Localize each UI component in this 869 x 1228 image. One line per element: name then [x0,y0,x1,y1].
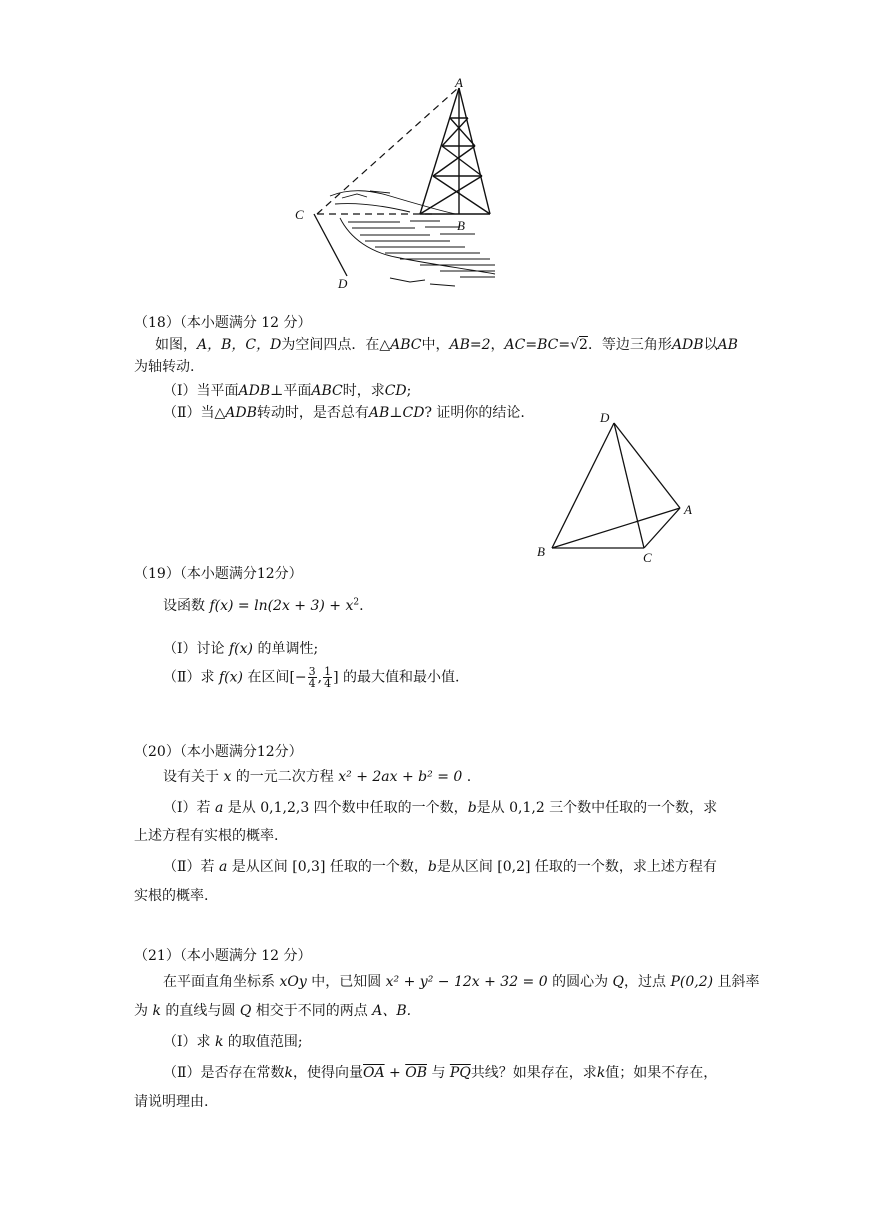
q21-text: 相交于不同的两点 [255,1003,368,1019]
q18-part2-text: ? 证明你的结论. [424,405,525,421]
q18-line1 [155,334,738,356]
q20-part2-text: 是从区间 [0,3] 任取的一个数， [231,859,428,875]
q21-part2-text: 共线？如果存在，求 [470,1065,597,1081]
q19-dot: . [359,598,364,614]
q21-xoy: xOy [279,974,307,990]
q18-part1-text: ; [406,383,412,399]
q18-line2: 为轴转动. [134,359,195,375]
tetra-label-d: D [600,410,610,425]
q18-ab: AB [717,337,738,353]
q18-part1-label: （Ⅰ）当平面 [163,383,239,399]
q20-line1 [163,766,471,788]
q18-part1 [163,380,411,402]
tetra-label-a: A [684,502,692,517]
q18-part1-adb: ADB [238,383,271,399]
q18-part2-cd: CD [402,405,425,421]
q21-k: k [152,1003,161,1019]
q18-text: 如图， [155,337,197,353]
q19-part2-text: 在区间 [247,669,290,686]
tower-label-d: D [338,276,348,291]
q21-part2-text: 与 [431,1065,446,1081]
q19-header: （19）（本小题满分12分） [134,566,303,582]
q21-text: 的直线与圆 [165,1003,236,1019]
q21-part2-text: ，使得向量 [293,1065,363,1081]
q20-part1-label: （Ⅰ）若 [163,800,211,816]
q20-equation: x² + 2ax + b² = 0 [338,769,463,785]
q19-part1-text: 的单调性; [257,641,319,657]
q20-a: a [214,800,224,816]
q19-function: f(x) = ln(2x + 3) + x [209,598,354,614]
q20-text: 设有关于 [163,769,219,785]
q21-text: 在平面直角坐标系 [163,974,275,990]
q18-text: 为空间四点．在△ [281,337,391,353]
q20-part1-text: 是从 0,1,2 三个数中任取的一个数，求 [476,800,718,816]
q20-part1-text: 是从 0,1,2,3 四个数中任取的一个数， [227,800,468,816]
q18-ab-value: AB=2 [449,337,491,353]
q18-part2 [163,402,525,424]
q21-q: Q [612,974,625,990]
q18-part2-adb: ADB [225,405,257,421]
q19-line1 [163,595,364,617]
q21-k: k [596,1065,606,1081]
q18-part2-text: ⊥ [389,405,403,421]
q18-part2-ab: AB [368,405,390,421]
q21-circle-equation: x² + y² − 12x + 32 = 0 [385,974,548,990]
fraction-one-quarter: $\frac{1}{4}$ [324,665,332,690]
tetra-label-c: C [643,550,652,565]
q18-adb: ADB [671,337,704,353]
q18-sqrt-value: 2 [579,337,588,353]
q21-k: k [284,1065,293,1081]
q19-part2-label: （Ⅱ）求 [163,669,215,686]
q20-part1 [163,797,717,819]
q21-line1 [163,971,760,993]
fraction-three-quarters: $\frac{3}{4}$ [308,665,316,690]
q19-part1-f: f(x) [228,641,253,657]
q21-part2 [163,1062,717,1084]
q21-text: 的圆心为 [552,974,609,990]
q21-text: 中，已知圆 [311,974,382,990]
q20-part1-cont: 上述方程有实根的概率. [134,828,279,844]
q18-text: ， [490,337,505,353]
q21-line-last: 请说明理由. [134,1094,209,1110]
q18-part1-text: 时，求 [342,383,385,399]
q20-b: b [427,859,437,875]
q18-header: （18）（本小题满分 12 分） [134,315,312,331]
q19-sep: , [317,669,323,686]
q18-points: A，B，C，D [197,337,282,353]
tetra-label-b: B [537,544,545,559]
q19-part2-f: f(x) [218,669,243,686]
q20-part2-cont: 实根的概率. [134,888,209,904]
q19-text: 设函数 [163,598,205,614]
tower-label-a: A [455,78,463,90]
q20-text: 的一元二次方程 [235,769,334,785]
q21-part1-label: （Ⅰ）求 [163,1034,211,1050]
q18-part1-cd: CD [384,383,407,399]
q18-part2-label: （Ⅱ）当△ [163,405,226,421]
q20-part2 [163,856,717,878]
q21-k: k [214,1034,224,1050]
tower-river-figure [290,78,510,298]
tower-label-b: B [457,218,465,233]
q20-a: a [218,859,228,875]
q21-text: 为 [134,1003,148,1019]
q21-part2-text: 值；如果不存在， [605,1065,718,1081]
q18-part1-abc: ABC [311,383,343,399]
q18-abc: ABC [390,337,422,353]
q21-text: ，过点 [624,974,667,990]
q20-b: b [467,800,477,816]
q21-q: Q [239,1003,252,1019]
q19-part1-label: （Ⅰ）讨论 [163,641,225,657]
q19-part2-tail: 的最大值和最小值. [343,669,460,686]
q20-header: （20）（本小题满分12分） [134,744,303,760]
q21-part1 [163,1031,303,1053]
q21-part1-text: 的取值范围; [227,1034,303,1050]
q21-plus: + [384,1065,406,1081]
q21-header: （21）（本小题满分 12 分） [134,948,312,964]
q18-text: 以 [703,337,718,353]
tetrahedron-figure [530,405,705,570]
vector-oa: $\overline{OA}$ [363,1065,385,1081]
vector-ob: $\overline{OB}$ [405,1065,427,1081]
q21-point-p: P(0,2) [670,974,714,990]
q20-text: . [466,769,472,785]
q20-part2-label: （Ⅱ）若 [163,859,215,875]
q20-part2-text: 是从区间 [0,2] 任取的一个数，求上述方程有 [436,859,717,875]
q19-part2 [163,666,459,689]
q21-part2-label: （Ⅱ）是否存在常数 [163,1065,285,1081]
q21-line2 [134,1000,411,1022]
q18-text: 中， [421,337,450,353]
q19-part1 [163,638,318,660]
q21-text: 且斜率 [717,974,760,990]
q19-square: 2 [353,597,360,608]
q18-ac-bc: AC=BC= [504,337,571,353]
q21-points-ab: A、B. [372,1003,412,1019]
tower-label-c: C [295,207,304,222]
vector-pq: $\overline{PQ}$ [449,1065,471,1081]
q18-part2-text: 转动时，是否总有 [256,405,369,421]
q18-text: ．等边三角形 [587,337,672,353]
q19-bracket-close: ] [333,669,339,686]
q20-x: x [223,769,232,785]
sqrt-icon: √ [570,337,580,353]
q19-bracket-open: [− [289,669,307,686]
q18-part1-text: ⊥平面 [270,383,312,399]
